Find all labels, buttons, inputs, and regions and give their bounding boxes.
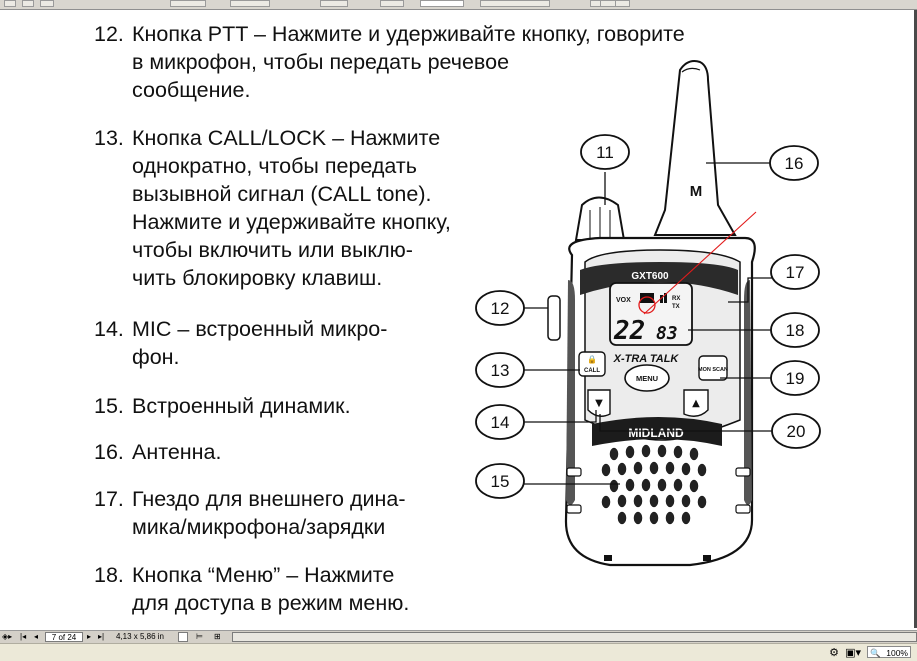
page-number-field[interactable]: 7 of 24 [45, 632, 83, 642]
prev-page-icon[interactable]: ◂ [34, 632, 39, 641]
zoom-field[interactable] [867, 646, 911, 658]
item-text-line: Кнопка PTT – Нажмите и удерживайте кнопку, говорите [132, 22, 685, 46]
last-page-icon[interactable]: ▸| [98, 632, 105, 641]
zoom-value: 100% [886, 648, 908, 658]
item-text-line: фон. [132, 345, 180, 369]
callout-15-label: 15 [490, 472, 510, 491]
page-size-label: 4,13 x 5,86 in [113, 632, 167, 642]
up-arrow-icon: ▲ [692, 398, 700, 409]
nav-toggle-icon[interactable]: ◈▸ [2, 632, 13, 641]
callout-12-label: 12 [490, 299, 510, 318]
item-text-line: для доступа в режим меню. [132, 591, 410, 615]
item-text-line: чтобы включить или выклю- [132, 238, 413, 262]
callout-18-label: 18 [785, 321, 805, 340]
item-text-line: Нажмите и удерживайте кнопку, [132, 210, 451, 234]
item-text-line: вызывной сигнал (CALL tone). [132, 182, 432, 206]
item-number: 14. [94, 317, 124, 341]
item-text-line: чить блокировку клавиш. [132, 266, 383, 290]
callout-16-label: 16 [784, 154, 804, 173]
next-page-icon[interactable]: ▸ [87, 632, 92, 641]
item-text-line: сообщение. [132, 78, 251, 102]
item-text-line: однократно, чтобы передать [132, 154, 417, 178]
item-text-line: Кнопка CALL/LOCK – Нажмите [132, 126, 441, 150]
single-page-icon[interactable] [178, 632, 188, 642]
menu-label: MENU [635, 374, 659, 383]
first-page-icon[interactable]: |◂ [20, 632, 27, 641]
item-number: 15. [94, 394, 124, 418]
navigation-bar [0, 630, 917, 643]
callout-17-label: 17 [785, 263, 805, 282]
item-number: 12. [94, 22, 124, 46]
item-number: 13. [94, 126, 124, 150]
item-text-line: в микрофон, чтобы передать речевое [132, 50, 510, 74]
lcd-rx-label: RX [672, 296, 681, 302]
mon-scan-label: MON SCAN [698, 367, 728, 373]
brand-logo: MIDLAND [628, 426, 684, 440]
model-label: GXT600 [631, 271, 669, 282]
magnifier-icon: 🔍 [870, 648, 881, 658]
item-text-line: Кнопка “Меню” – Нажмите [132, 563, 395, 587]
callout-11-label: 11 [596, 143, 614, 162]
antenna-shape [655, 61, 735, 235]
lcd-vox-label: VOX [616, 297, 631, 304]
lcd-tx-label: TX [672, 304, 680, 310]
continuous-icon[interactable]: ⊨ [196, 632, 203, 641]
lock-icon: 🔒 [587, 355, 597, 364]
item-text-line: мика/микрофона/зарядки [132, 515, 386, 539]
facing-pages-icon[interactable]: ⊞ [214, 632, 221, 641]
ptt-button-shape [548, 296, 560, 340]
horizontal-scrollbar[interactable] [232, 632, 917, 642]
network-icon[interactable]: ⚙ [829, 647, 839, 659]
item-text-line: Антенна. [132, 440, 222, 464]
call-label: CALL [584, 368, 600, 374]
brand-band: X-TRA TALK [613, 353, 679, 365]
item-number: 17. [94, 487, 124, 511]
item-text-line: Гнездо для внешнего дина- [132, 487, 406, 511]
lcd-channel: 22 [614, 316, 646, 346]
down-arrow-icon: ▼ [595, 398, 603, 409]
item-text-line: MIC – встроенный микро- [132, 317, 388, 341]
bottom-status-strip [0, 643, 917, 661]
antenna-logo: M [689, 183, 703, 200]
display-icon[interactable]: ▣▾ [845, 647, 861, 659]
item-text-line: Встроенный динамик. [132, 394, 351, 418]
callout-14-label: 14 [490, 413, 510, 432]
item-number: 16. [94, 440, 124, 464]
callout-13-label: 13 [490, 361, 510, 380]
callout-19-label: 19 [785, 369, 805, 388]
item-number: 18. [94, 563, 124, 587]
lcd-code: 83 [656, 323, 678, 344]
callout-20-label: 20 [786, 422, 806, 441]
